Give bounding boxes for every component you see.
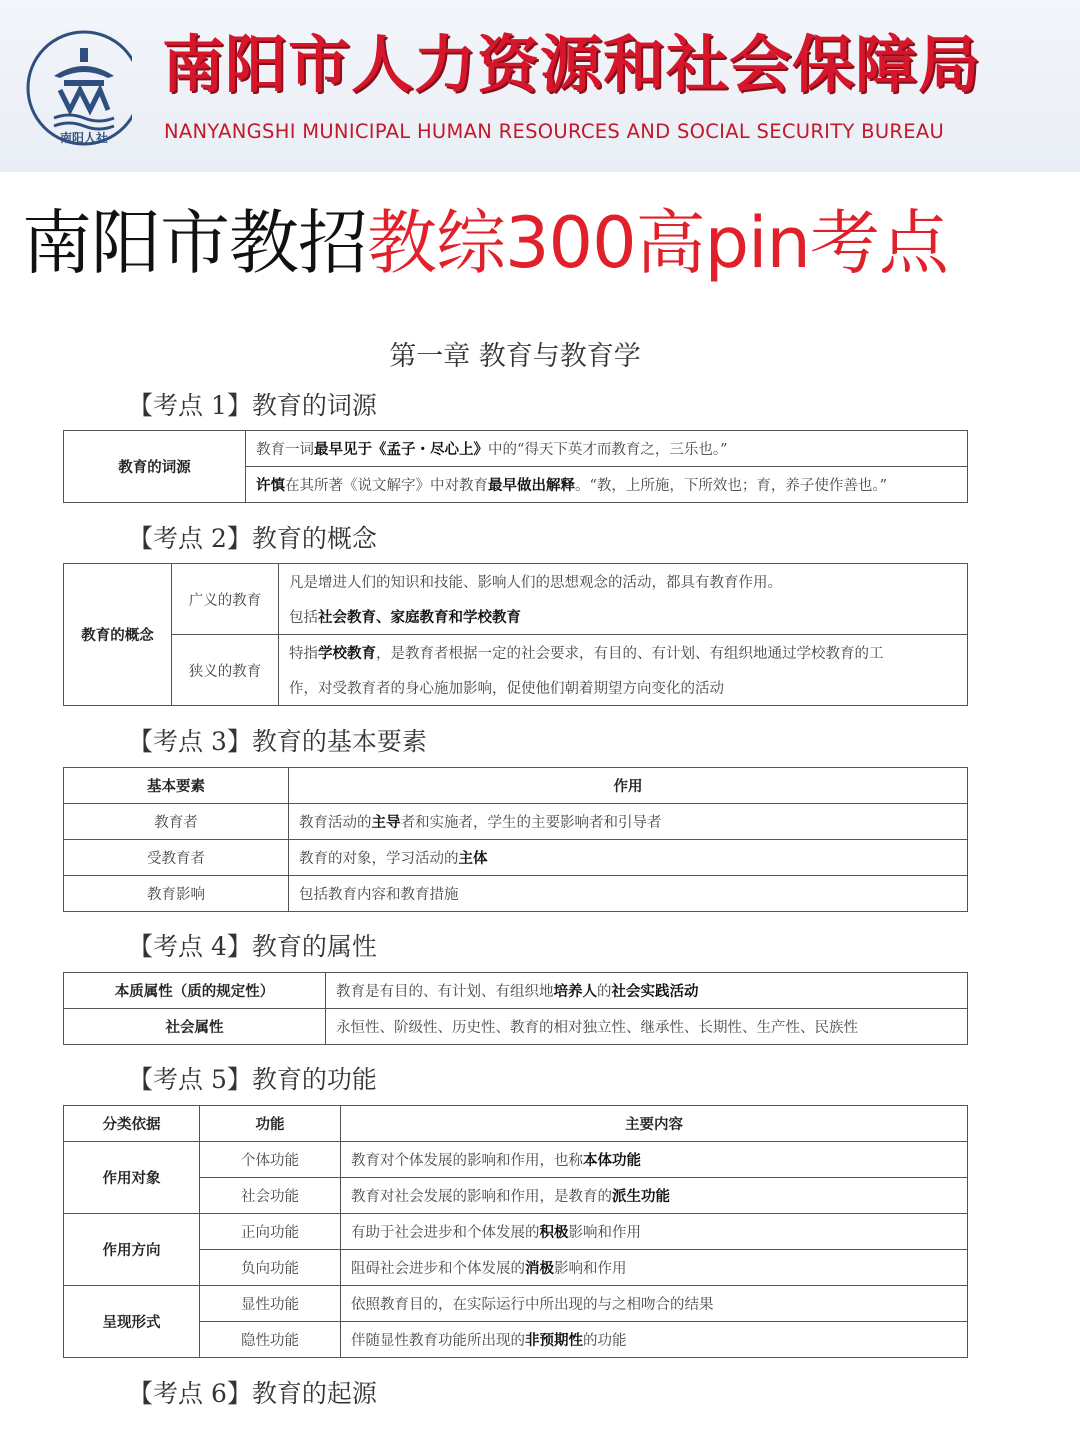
org-name-cn: 南阳市人力资源和社会保障局: [162, 28, 982, 101]
table-row: 作用对象 个体功能 教育对个体发展的影响和作用，也称本体功能: [64, 1142, 968, 1178]
table-row: 社会属性 永恒性、阶级性、历史性、教育的相对独立性、继承性、长期性、生产性、民族性: [64, 1009, 968, 1045]
kp2-table: [63, 563, 968, 706]
kp4-table: [63, 972, 968, 1045]
kp6-heading: 【考点 6】教育的起源: [128, 1379, 377, 1408]
kp3-col2: 作用: [289, 768, 968, 804]
table-row: 作用方向 正向功能 有助于社会进步和个体发展的积极影响和作用: [64, 1214, 968, 1250]
kp3-heading: 【考点 3】教育的基本要素: [128, 727, 427, 756]
pavilion-logo-icon: [24, 26, 132, 150]
org-name-en: NANYANGSHI MUNICIPAL HUMAN RESOURCES AND SOCIAL SECURITY BUREAU: [164, 120, 945, 143]
kp5-col3: 主要内容: [341, 1106, 968, 1142]
kp2-label: 教育的概念: [64, 564, 172, 706]
kp2-narrow-label: 狭义的教育: [172, 635, 279, 706]
kp2-broad-label: 广义的教育: [172, 564, 279, 635]
kp4-heading: 【考点 4】教育的属性: [128, 932, 377, 961]
table-row: 呈现形式 显性功能 依照教育目的，在实际运行中所出现的与之相吻合的结果: [64, 1286, 968, 1322]
title-part1: 南阳市教招: [22, 202, 367, 284]
kp1-label: 教育的词源: [64, 431, 246, 503]
table-row: 隐性功能 伴随显性教育功能所出现的非预期性的功能: [64, 1322, 968, 1358]
kp1-row1: 教育一词最早见于《孟子・尽心上》中的“得天下英才而教育之，三乐也。”: [246, 431, 968, 467]
kp3-table: [63, 767, 968, 912]
kp5-table: [63, 1105, 968, 1358]
kp2-heading: 【考点 2】教育的概念: [128, 524, 377, 553]
kp3-col1: 基本要素: [64, 768, 289, 804]
kp2-narrow-line2: 作，对受教育者的身心施加影响，促使他们朝着期望方向变化的活动: [279, 670, 968, 706]
kp1-heading: 【考点 1】教育的词源: [128, 391, 377, 420]
kp5-col1: 分类依据: [64, 1106, 200, 1142]
kp1-table: [63, 430, 968, 503]
kp2-narrow-line1: 特指学校教育，是教育者根据一定的社会要求，有目的、有计划、有组织地通过学校教育的工: [279, 635, 968, 671]
kp1-row2: 许慎在其所著《说文解字》中对教育最早做出解释。“教，上所施，下所效也；育，养子使作善也。”: [246, 467, 968, 503]
table-row: 教育者 教育活动的主导者和实施者，学生的主要影响者和引导者: [64, 804, 968, 840]
table-row: 负向功能 阻碍社会进步和个体发展的消极影响和作用: [64, 1250, 968, 1286]
table-row: 教育影响 包括教育内容和教育措施: [64, 876, 968, 912]
title-part2: 教综300高pin考点: [367, 202, 948, 284]
page-title: [22, 202, 948, 284]
table-row: 受教育者 教育的对象，学习活动的主体: [64, 840, 968, 876]
kp5-heading: 【考点 5】教育的功能: [128, 1065, 377, 1094]
logo-caption: 南阳人社: [59, 131, 109, 145]
table-row: 社会功能 教育对社会发展的影响和作用，是教育的派生功能: [64, 1178, 968, 1214]
header-banner: [0, 0, 1080, 172]
kp2-broad-line1: 凡是增进人们的知识和技能、影响人们的思想观念的活动，都具有教育作用。: [279, 564, 968, 600]
table-row: 本质属性（质的规定性） 教育是有目的、有计划、有组织地培养人的社会实践活动: [64, 973, 968, 1009]
kp5-col2: 功能: [200, 1106, 341, 1142]
chapter-heading: 第一章 教育与教育学: [389, 341, 641, 372]
kp2-broad-line2: 包括社会教育、家庭教育和学校教育: [279, 599, 968, 635]
